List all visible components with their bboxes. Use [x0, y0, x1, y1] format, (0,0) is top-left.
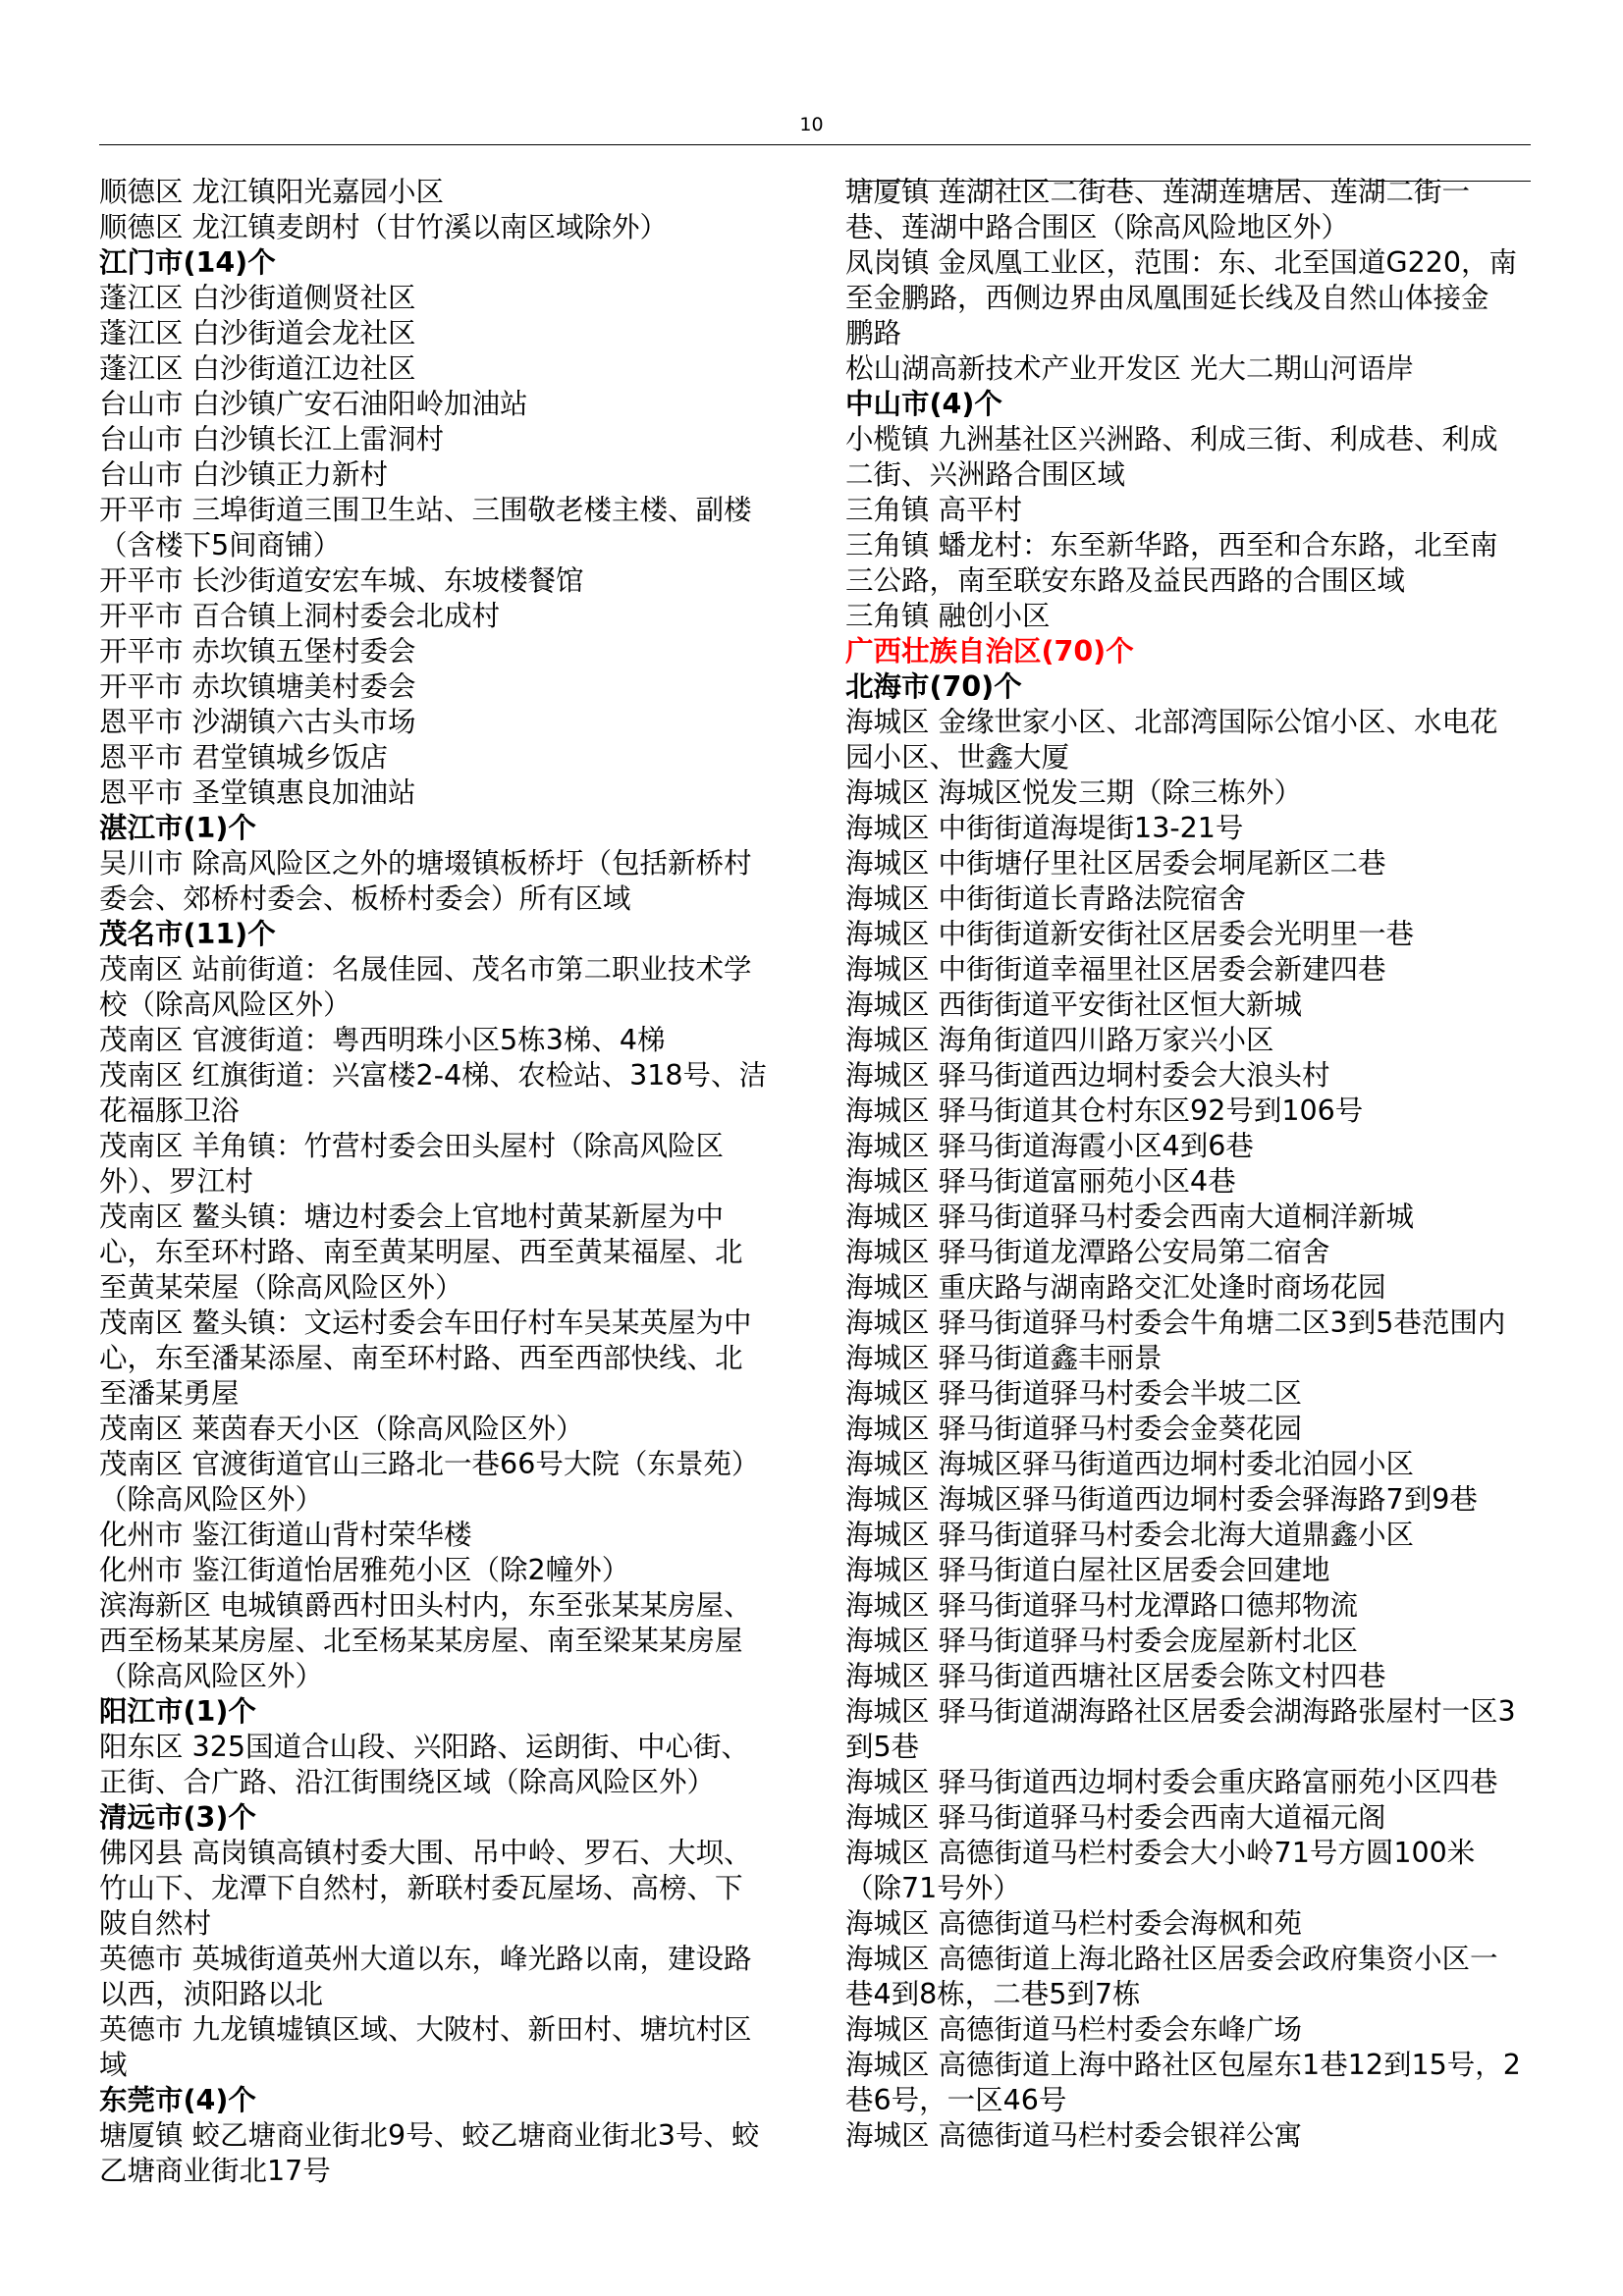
- list-line: 乙塘商业街北17号: [99, 2155, 331, 2187]
- list-line: 茂南区 官渡街道：粤西明珠小区5栋3梯、4梯: [99, 1024, 666, 1056]
- list-line: 海城区 驿马街道驿马村委会牛角塘二区3到5巷范围内: [845, 1307, 1506, 1339]
- list-line: 海城区 中街街道新安街社区居委会光明里一巷: [845, 918, 1415, 950]
- list-line: 阳东区 325国道合山段、兴阳路、运朗街、中心街、: [99, 1731, 749, 1763]
- right-column: [845, 175, 1538, 2154]
- list-line: 正街、合广路、沿江街围绕区域（除高风险区外）: [99, 1766, 716, 1798]
- list-line: 海城区 高德街道上海北路社区居委会政府集资小区一: [845, 1943, 1498, 1975]
- list-line: 委会、郊桥村委会、板桥村委会）所有区域: [99, 882, 631, 915]
- section-heading: 广西壮族自治区(70)个: [845, 635, 1134, 667]
- list-line: 化州市 鉴江街道山背村荣华楼: [99, 1519, 472, 1551]
- list-line: 茂南区 官渡街道官山三路北一巷66号大院（东景苑）: [99, 1448, 760, 1480]
- list-line: 台山市 白沙镇长江上雷洞村: [99, 423, 445, 455]
- list-line: 海城区 中街街道长青路法院宿舍: [845, 882, 1247, 915]
- list-line: 海城区 驿马街道驿马村龙潭路口德邦物流: [845, 1589, 1359, 1622]
- section-heading: 东莞市(4)个: [99, 2084, 256, 2116]
- section-heading: 江门市(14)个: [99, 246, 276, 279]
- list-line: 海城区 高德街道马栏村委会大小岭71号方圆100米: [845, 1837, 1476, 1869]
- section-heading: 茂名市(11)个: [99, 918, 276, 950]
- list-line: 海城区 西街街道平安街社区恒大新城: [845, 988, 1303, 1021]
- list-line: 台山市 白沙镇正力新村: [99, 458, 389, 491]
- list-line: 茂南区 羊角镇：竹营村委会田头屋村（除高风险区: [99, 1130, 725, 1162]
- list-line: 海城区 重庆路与湖南路交汇处逢时商场花园: [845, 1271, 1386, 1304]
- list-line: 海城区 高德街道马栏村委会银祥公寓: [845, 2119, 1303, 2152]
- list-line: 塘厦镇 蛟乙塘商业街北9号、蛟乙塘商业街北3号、蛟: [99, 2119, 760, 2152]
- list-line: 茂南区 红旗街道：兴富楼2-4梯、农检站、318号、洁: [99, 1059, 768, 1092]
- list-line: 化州市 鉴江街道怡居雅苑小区（除2幢外）: [99, 1554, 630, 1586]
- list-line: 二街、兴洲路合围区域: [845, 458, 1126, 491]
- section-heading: 北海市(70)个: [845, 670, 1022, 703]
- list-line: 海城区 驿马街道富丽苑小区4巷: [845, 1165, 1236, 1198]
- list-line: 海城区 驿马街道西边垌村委会大浪头村: [845, 1059, 1330, 1092]
- list-line: 三角镇 蟠龙村：东至新华路，西至和合东路，北至南: [845, 529, 1498, 561]
- list-line: 佛冈县 高岗镇高镇村委大围、吊中岭、罗石、大坝、: [99, 1837, 752, 1869]
- list-line: 海城区 驿马街道驿马村委会北海大道鼎鑫小区: [845, 1519, 1415, 1551]
- list-line: 塘厦镇 莲湖社区二街巷、莲湖莲塘居、莲湖二街一: [845, 176, 1471, 208]
- list-line: 海城区 海城区驿马街道西边垌村委北泊园小区: [845, 1448, 1415, 1480]
- list-line: 英德市 英城街道英州大道以东，峰光路以南，建设路: [99, 1943, 752, 1975]
- list-line: 三公路，南至联安东路及益民西路的合围区域: [845, 564, 1406, 597]
- list-line: 海城区 海城区悦发三期（除三栋外）: [845, 776, 1303, 809]
- list-line: 海城区 中街街道海堤街13-21号: [845, 812, 1244, 844]
- list-line: 巷4到8栋，二巷5到7栋: [845, 1978, 1141, 2010]
- list-line: 园小区、世鑫大厦: [845, 741, 1070, 774]
- list-line: 海城区 驿马街道白屋社区居委会回建地: [845, 1554, 1330, 1586]
- list-line: 至黄某荣屋（除高风险区外）: [99, 1271, 463, 1304]
- list-line: 海城区 高德街道马栏村委会海枫和苑: [845, 1907, 1303, 1940]
- list-line: 小榄镇 九洲基社区兴洲路、利成三街、利成巷、利成: [845, 423, 1498, 455]
- left-column: [99, 175, 786, 2189]
- list-line: 海城区 驿马街道海霞小区4到6巷: [845, 1130, 1254, 1162]
- list-line: 开平市 赤坎镇五堡村委会: [99, 635, 416, 667]
- list-line: 恩平市 沙湖镇六古头市场: [99, 706, 416, 738]
- list-line: 茂南区 鳌头镇：塘边村委会上官地村黄某新屋为中: [99, 1201, 725, 1233]
- list-line: 海城区 驿马街道其仓村东区92号到106号: [845, 1095, 1364, 1127]
- list-line: （除高风险区外）: [99, 1483, 324, 1516]
- header-divider: [99, 144, 1531, 145]
- list-line: 三角镇 融创小区: [845, 600, 1051, 632]
- list-line: 海城区 金缘世家小区、北部湾国际公馆小区、水电花: [845, 706, 1498, 738]
- list-line: 心，东至环村路、南至黄某明屋、西至黄某福屋、北: [99, 1236, 743, 1268]
- list-line: 英德市 九龙镇墟镇区域、大陂村、新田村、塘坑村区: [99, 2013, 752, 2046]
- list-line: 顺德区 龙江镇阳光嘉园小区: [99, 176, 445, 208]
- list-line: 三角镇 高平村: [845, 494, 1023, 526]
- list-line: （除71号外）: [845, 1872, 1021, 1904]
- list-line: 开平市 长沙街道安宏车城、东坡楼餐馆: [99, 564, 584, 597]
- list-line: 滨海新区 电城镇爵西村田头村内，东至张某某房屋、: [99, 1589, 752, 1622]
- section-heading: 阳江市(1)个: [99, 1695, 256, 1728]
- list-line: 海城区 驿马街道驿马村委会金葵花园: [845, 1413, 1303, 1445]
- list-line: 至金鹏路，西侧边界由凤凰围延长线及自然山体接金: [845, 282, 1489, 314]
- list-line: （含楼下5间商铺）: [99, 529, 342, 561]
- list-line: 巷、莲湖中路合围区（除高风险地区外）: [845, 211, 1350, 243]
- list-line: 开平市 三埠街道三围卫生站、三围敬老楼主楼、副楼: [99, 494, 752, 526]
- list-line: 吴川市 除高风险区之外的塘㙍镇板桥圩（包括新桥村: [99, 847, 752, 880]
- list-line: 茂南区 站前街道：名晟佳园、茂名市第二职业技术学: [99, 953, 752, 986]
- list-line: 巷6号，一区46号: [845, 2084, 1067, 2116]
- list-line: 海城区 驿马街道驿马村委会半坡二区: [845, 1377, 1303, 1410]
- list-line: 蓬江区 白沙街道江边社区: [99, 352, 416, 385]
- list-line: 茂南区 鳌头镇：文运村委会车田仔村车吴某英屋为中: [99, 1307, 752, 1339]
- list-line: 恩平市 君堂镇城乡饭店: [99, 741, 389, 774]
- list-line: 海城区 驿马街道湖海路社区居委会湖海路张屋村一区3: [845, 1695, 1516, 1728]
- list-line: 陂自然村: [99, 1907, 212, 1940]
- list-line: 海城区 驿马街道鑫丰丽景: [845, 1342, 1163, 1374]
- list-line: 校（除高风险区外）: [99, 988, 352, 1021]
- list-line: 蓬江区 白沙街道侧贤社区: [99, 282, 416, 314]
- list-line: （除高风险区外）: [99, 1660, 324, 1692]
- list-line: 恩平市 圣堂镇惠良加油站: [99, 776, 416, 809]
- list-line: 海城区 驿马街道驿马村委会西南大道桐洋新城: [845, 1201, 1415, 1233]
- list-line: 到5巷: [845, 1731, 920, 1763]
- list-line: 海城区 驿马街道西塘社区居委会陈文村四巷: [845, 1660, 1386, 1692]
- list-line: 海城区 驿马街道龙潭路公安局第二宿舍: [845, 1236, 1330, 1268]
- section-heading: 湛江市(1)个: [99, 812, 256, 844]
- list-line: 至潘某勇屋: [99, 1377, 240, 1410]
- list-line: 海城区 海城区驿马街道西边垌村委会驿海路7到9巷: [845, 1483, 1478, 1516]
- page-number: 10: [799, 114, 824, 135]
- list-line: 域: [99, 2049, 128, 2081]
- list-line: 外）、罗江村: [99, 1165, 253, 1198]
- list-line: 鹏路: [845, 317, 902, 349]
- list-line: 海城区 中街塘仔里社区居委会垌尾新区二巷: [845, 847, 1386, 880]
- list-line: 海城区 中街街道幸福里社区居委会新建四巷: [845, 953, 1386, 986]
- section-heading: 中山市(4)个: [845, 388, 1002, 420]
- list-line: 松山湖高新技术产业开发区 光大二期山河语岸: [845, 352, 1415, 385]
- list-line: 花福豚卫浴: [99, 1095, 240, 1127]
- list-line: 西至杨某某房屋、北至杨某某房屋、南至梁某某房屋: [99, 1625, 743, 1657]
- list-line: 以西，浈阳路以北: [99, 1978, 324, 2010]
- list-line: 茂南区 莱茵春天小区（除高风险区外）: [99, 1413, 584, 1445]
- list-line: 海城区 驿马街道西边垌村委会重庆路富丽苑小区四巷: [845, 1766, 1498, 1798]
- list-line: 海城区 驿马街道驿马村委会西南大道福元阁: [845, 1801, 1386, 1834]
- list-line: 海城区 高德街道上海中路社区包屋东1巷12到15号，2: [845, 2049, 1521, 2081]
- list-line: 心，东至潘某添屋、南至环村路、西至西部快线、北: [99, 1342, 743, 1374]
- list-line: 海城区 高德街道马栏村委会东峰广场: [845, 2013, 1303, 2046]
- list-line: 凤岗镇 金凤凰工业区，范围：东、北至国道G220，南: [845, 246, 1518, 279]
- section-heading: 清远市(3)个: [99, 1801, 256, 1834]
- list-line: 开平市 赤坎镇塘美村委会: [99, 670, 416, 703]
- list-line: 顺德区 龙江镇麦朗村（甘竹溪以南区域除外）: [99, 211, 669, 243]
- list-line: 竹山下、龙潭下自然村，新联村委瓦屋场、高榜、下: [99, 1872, 743, 1904]
- list-line: 蓬江区 白沙街道会龙社区: [99, 317, 416, 349]
- list-line: 开平市 百合镇上洞村委会北成村: [99, 600, 501, 632]
- list-line: 海城区 海角街道四川路万家兴小区: [845, 1024, 1274, 1056]
- list-line: 海城区 驿马街道驿马村委会庞屋新村北区: [845, 1625, 1359, 1657]
- list-line: 台山市 白沙镇广安石油阳岭加油站: [99, 388, 528, 420]
